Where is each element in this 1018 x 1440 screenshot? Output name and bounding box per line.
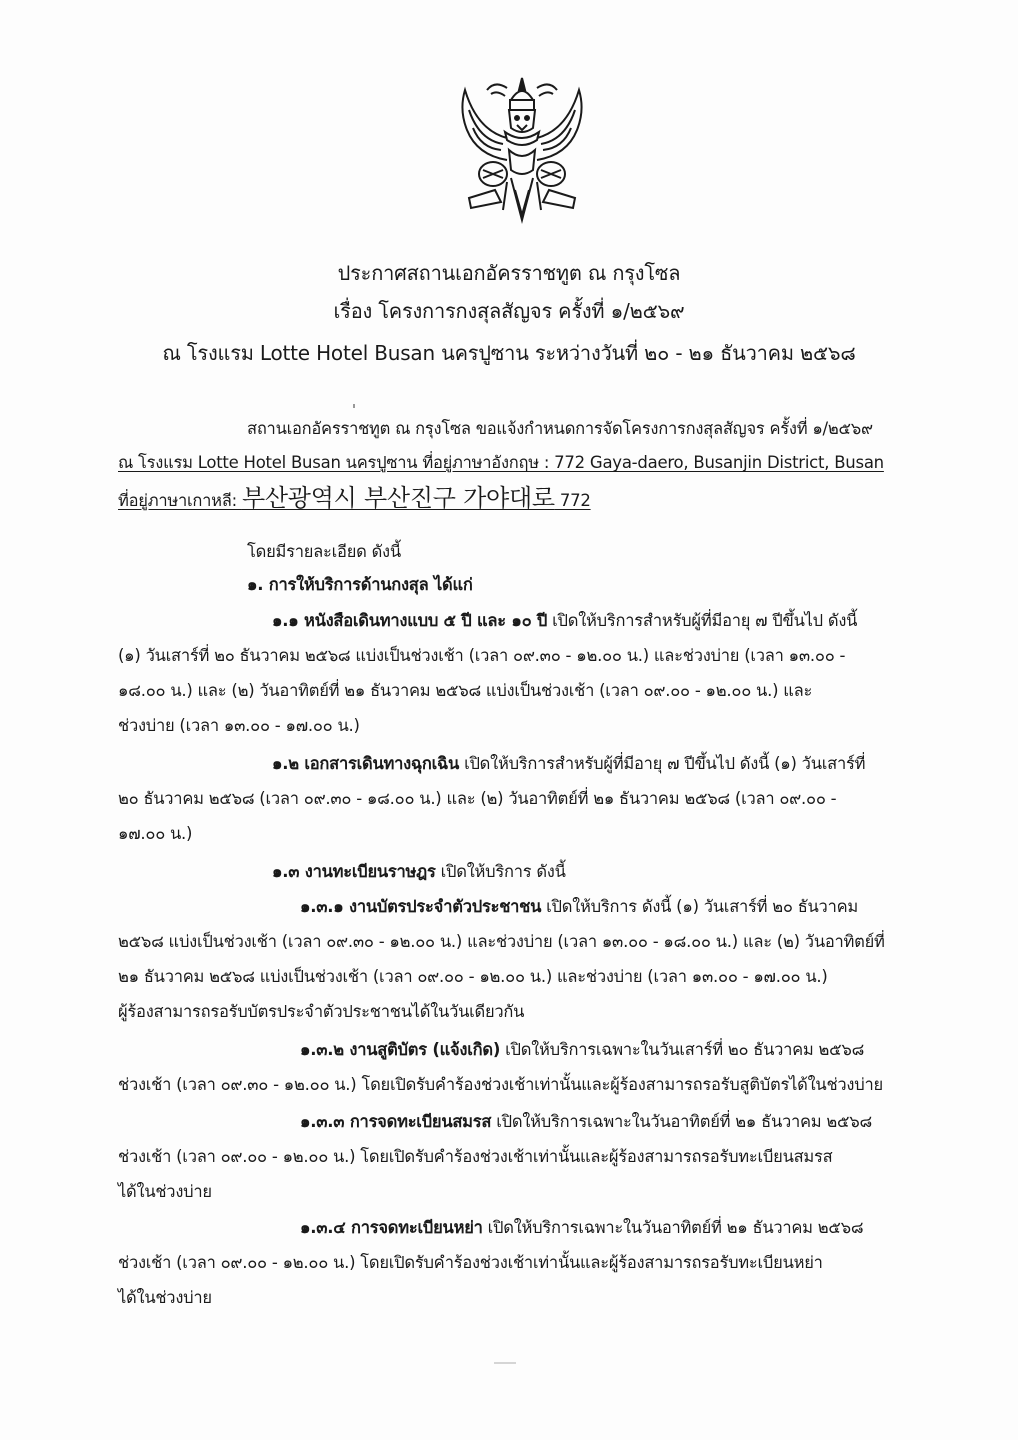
item-1-3-4-title: ๑.๓.๔ การจดทะเบียนหย่า <box>300 1218 483 1237</box>
scan-speck <box>353 404 355 408</box>
item-1-1-title: ๑.๑ หนังสือเดินทางแบบ ๕ ปี และ ๑๐ ปี <box>272 611 548 630</box>
item-1-1-line-3: ๑๘.๐๐ น.) และ (๒) วันอาทิตย์ที่ ๒๑ ธันวาคม ๒๕๖๘ แบ่งเป็นช่วงเช้า (เวลา ๐๙.๐๐ - ๑๒.๐๐ น.) และ <box>118 681 813 700</box>
item-1-3-4-line-2: ช่วงเช้า (เวลา ๐๙.๐๐ - ๑๒.๐๐ น.) โดยเปิดรับคำร้องช่วงเช้าเท่านั้นและผู้ร้องสามารถรอรับทะเบียนหย่า <box>118 1253 823 1272</box>
item-1-2-title: ๑.๒ เอกสารเดินทางฉุกเฉิน <box>272 754 460 773</box>
item-1-3-1-line-2: ๒๕๖๘ แบ่งเป็นช่วงเช้า (เวลา ๐๙.๓๐ - ๑๒.๐๐ น.) และช่วงบ่าย (เวลา ๑๓.๐๐ - ๑๘.๐๐ น.) และ (๒) วันอาทิตย์ที่ <box>118 932 885 951</box>
item-1-1-line-2: (๑) วันเสาร์ที่ ๒๐ ธันวาคม ๒๕๖๘ แบ่งเป็นช่วงเช้า (เวลา ๐๙.๓๐ - ๑๒.๐๐ น.) และช่วงบ่าย (เวลา ๑๓.๐๐ - <box>118 646 846 665</box>
item-1-3-4-line-1 <box>300 1216 863 1240</box>
intro-line-1: สถานเอกอัครราชทูต ณ กรุงโซล ขอแจ้งกำหนดการจัดโครงการกงสุลสัญจร ครั้งที่ ๑/๒๕๖๙ <box>247 419 873 438</box>
item-1-3-3-title: ๑.๓.๓ การจดทะเบียนสมรส <box>300 1112 492 1131</box>
item-1-3-2-line-2: ช่วงเช้า (เวลา ๐๙.๓๐ - ๑๒.๐๐ น.) โดยเปิดรับคำร้องช่วงเช้าเท่านั้นและผู้ร้องสามารถรอรับสูติบัตรได้ในช่วงบ่าย <box>118 1075 883 1094</box>
item-1-3-3-line-1 <box>300 1110 872 1134</box>
scan-artifact-mark <box>494 1362 516 1364</box>
item-1-2-line-3: ๑๗.๐๐ น.) <box>118 824 193 843</box>
item-1-1-text: เปิดให้บริการสำหรับผู้ที่มีอายุ ๗ ปีขึ้นไป ดังนี้ <box>547 611 858 630</box>
item-1-3-3-text: เปิดให้บริการเฉพาะในวันอาทิตย์ที่ ๒๑ ธันวาคม ๒๕๖๘ <box>491 1112 872 1131</box>
item-1-3-2-text: เปิดให้บริการเฉพาะในวันเสาร์ที่ ๒๐ ธันวาคม ๒๕๖๘ <box>500 1040 865 1059</box>
item-1-3-1-line-3: ๒๑ ธันวาคม ๒๕๖๘ แบ่งเป็นช่วงเช้า (เวลา ๐๙.๐๐ - ๑๒.๐๐ น.) และช่วงบ่าย (เวลา ๑๓.๐๐ - ๑๗.๐๐ น.) <box>118 967 828 986</box>
korean-address-label: ที่อยู่ภาษาเกาหลี: <box>118 491 242 510</box>
item-1-2-line-2: ๒๐ ธันวาคม ๒๕๖๘ (เวลา ๐๙.๓๐ - ๑๘.๐๐ น.) และ (๒) วันอาทิตย์ที่ ๒๑ ธันวาคม ๒๕๖๘ (เวลา ๐๙.๐๐ - <box>118 789 837 808</box>
item-1-3-3-line-3: ได้ในช่วงบ่าย <box>118 1182 212 1201</box>
intro-english-address: ณ โรงแรม Lotte Hotel Busan นครปูซาน ที่อยู่ภาษาอังกฤษ : 772 Gaya-daero, Busanjin District, Busan <box>118 453 884 472</box>
item-1-3-4-line-3: ได้ในช่วงบ่าย <box>118 1288 212 1307</box>
item-1-2-text: เปิดให้บริการสำหรับผู้ที่มีอายุ ๗ ปีขึ้นไป ดังนี้ (๑) วันเสาร์ที่ <box>459 754 866 773</box>
item-1-3-1-line-1 <box>300 895 858 919</box>
details-intro: โดยมีรายละเอียด ดังนี้ <box>247 542 401 561</box>
item-1-3-title: ๑.๓ งานทะเบียนราษฎร <box>272 862 436 881</box>
item-1-3-2-line-1 <box>300 1038 864 1062</box>
korean-address-number: 772 <box>554 491 591 510</box>
item-1-3-text: เปิดให้บริการ ดังนี้ <box>435 862 566 881</box>
item-1-3-4-text: เปิดให้บริการเฉพาะในวันอาทิตย์ที่ ๒๑ ธันวาคม ๒๕๖๘ <box>482 1218 864 1237</box>
garuda-emblem-icon <box>447 70 597 235</box>
announcement-title: ประกาศสถานเอกอัครราชทูต ณ กรุงโซล <box>337 261 681 285</box>
item-1-3-1-line-4: ผู้ร้องสามารถรอรับบัตรประจำตัวประชาชนได้ในวันเดียวกัน <box>118 1002 525 1021</box>
item-1-3-line-1 <box>272 860 566 884</box>
item-1-3-3-line-2: ช่วงเช้า (เวลา ๐๙.๐๐ - ๑๒.๐๐ น.) โดยเปิดรับคำร้องช่วงเช้าเท่านั้นและผู้ร้องสามารถรอรับทะเบียนสมรส <box>118 1147 833 1166</box>
announcement-venue: ณ โรงแรม Lotte Hotel Busan นครปูซาน ระหว่างวันที่ ๒๐ - ๒๑ ธันวาคม ๒๕๖๘ <box>162 341 856 365</box>
section-1-heading: ๑. การให้บริการด้านกงสุล ได้แก่ <box>247 575 473 594</box>
item-1-3-1-title: ๑.๓.๑ งานบัตรประจำตัวประชาชน <box>300 897 542 916</box>
korean-address-text: 부산광역시 부산진구 가야대로 <box>241 484 555 512</box>
intro-korean-address <box>118 486 591 513</box>
item-1-1-line-1 <box>272 609 857 633</box>
item-1-3-2-title: ๑.๓.๒ งานสูติบัตร (แจ้งเกิด) <box>300 1040 501 1059</box>
item-1-2-line-1 <box>272 752 865 776</box>
announcement-subject: เรื่อง โครงการกงสุลสัญจร ครั้งที่ ๑/๒๕๖๙ <box>333 299 685 323</box>
item-1-1-line-4: ช่วงบ่าย (เวลา ๑๓.๐๐ - ๑๗.๐๐ น.) <box>118 716 360 735</box>
item-1-3-1-text: เปิดให้บริการ ดังนี้ (๑) วันเสาร์ที่ ๒๐ ธันวาคม <box>541 897 859 916</box>
